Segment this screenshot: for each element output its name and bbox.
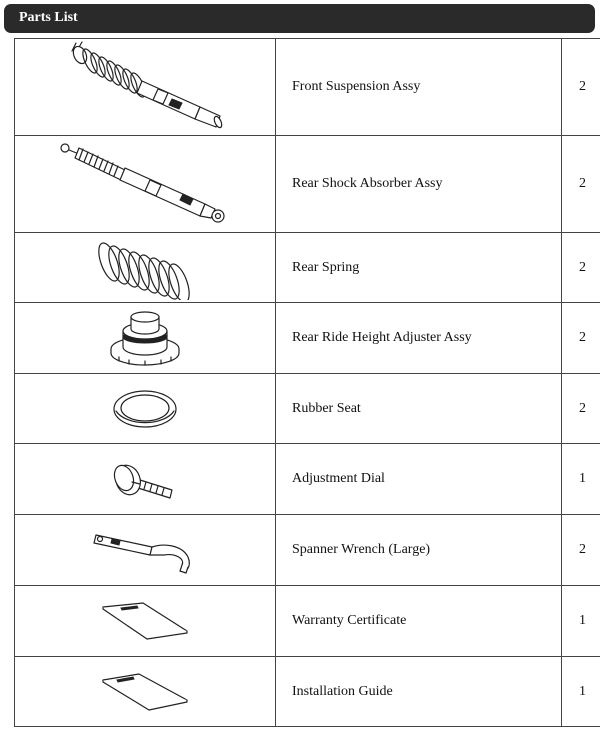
adjustment-dial-icon: [110, 454, 180, 504]
part-name: Rear Shock Absorber Assy: [276, 136, 562, 233]
ride-height-adjuster-icon: [105, 305, 185, 371]
part-qty: 2: [562, 39, 600, 136]
table-row: [15, 586, 600, 657]
table-row: [15, 374, 600, 444]
part-qty: 2: [562, 136, 600, 233]
table-row: [15, 39, 600, 136]
part-name: Adjustment Dial: [276, 444, 562, 515]
table-row: [15, 657, 600, 727]
part-name: Rubber Seat: [276, 374, 562, 444]
part-image-cell: [15, 657, 276, 727]
header-title: Parts List: [19, 10, 78, 25]
parts-list-header: [4, 4, 595, 33]
part-qty: 1: [562, 586, 600, 657]
part-name: Warranty Certificate: [276, 586, 562, 657]
part-qty: 1: [562, 657, 600, 727]
part-image-cell: [15, 39, 276, 136]
part-qty: 2: [562, 233, 600, 303]
front-suspension-icon: [60, 41, 230, 133]
part-name: Installation Guide: [276, 657, 562, 727]
rubber-seat-icon: [110, 387, 180, 431]
part-name: Spanner Wrench (Large): [276, 515, 562, 586]
part-image-cell: [15, 374, 276, 444]
warranty-certificate-icon: [99, 601, 191, 641]
part-image-cell: [15, 586, 276, 657]
table-row: [15, 136, 600, 233]
installation-guide-icon: [99, 672, 191, 712]
table-row: [15, 515, 600, 586]
part-name: Rear Spring: [276, 233, 562, 303]
rear-spring-icon: [95, 236, 195, 300]
part-image-cell: [15, 444, 276, 515]
table-row: [15, 303, 600, 374]
part-name: Rear Ride Height Adjuster Assy: [276, 303, 562, 374]
part-image-cell: [15, 136, 276, 233]
rear-shock-absorber-icon: [55, 138, 235, 230]
part-name: Front Suspension Assy: [276, 39, 562, 136]
part-qty: 1: [562, 444, 600, 515]
table-row: [15, 233, 600, 303]
table-row: [15, 444, 600, 515]
spanner-wrench-icon: [90, 525, 200, 575]
parts-table: [14, 38, 600, 727]
part-qty: 2: [562, 303, 600, 374]
part-qty: 2: [562, 515, 600, 586]
part-image-cell: [15, 515, 276, 586]
part-qty: 2: [562, 374, 600, 444]
part-image-cell: [15, 303, 276, 374]
part-image-cell: [15, 233, 276, 303]
